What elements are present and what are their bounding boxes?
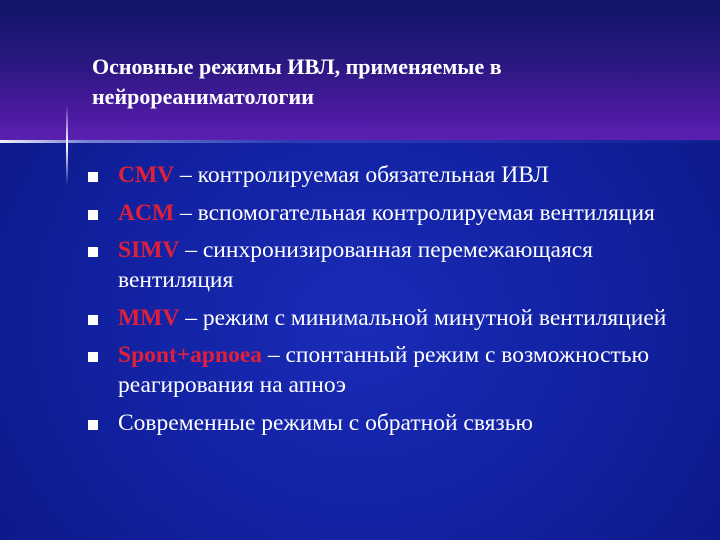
- bullet-item-cmv: [88, 160, 698, 190]
- mode-abbreviation: Spont+apnoea: [118, 342, 262, 368]
- square-bullet-icon: [88, 315, 98, 325]
- mode-description: – режим с минимальной минутной вентиляцией: [179, 304, 667, 331]
- mode-abbreviation: ACM: [118, 199, 175, 226]
- square-bullet-icon: [88, 210, 98, 220]
- slide-title-line-1: Основные режимы ИВЛ, применяемые в: [92, 54, 502, 79]
- mode-description: – синхронизированная перемежающаяся вентиляция: [118, 237, 593, 293]
- mode-abbreviation: SIMV: [118, 237, 180, 263]
- mode-abbreviation: MMV: [118, 304, 180, 331]
- slide-title: [92, 52, 692, 112]
- mode-abbreviation: CMV: [118, 162, 175, 188]
- bullet-item-feedback-modes: [88, 408, 698, 438]
- bullet-item-mmv: [88, 303, 698, 333]
- slide-title-line-2: нейрореаниматологии: [92, 84, 314, 109]
- bullet-item-spont-apnoea: [88, 340, 698, 400]
- bullet-item-acm: [88, 198, 698, 228]
- square-bullet-icon: [88, 247, 98, 257]
- square-bullet-icon: [88, 172, 98, 182]
- bullet-list: [88, 160, 698, 445]
- header-divider: [0, 140, 720, 143]
- sparkle-decoration: [66, 105, 68, 185]
- square-bullet-icon: [88, 352, 98, 362]
- bullet-item-simv: [88, 235, 698, 295]
- mode-description: – контролируемая обязательная ИВЛ: [174, 162, 549, 188]
- square-bullet-icon: [88, 420, 98, 430]
- mode-description: – спонтанный режим с возможностью реагирования на апноэ: [118, 342, 650, 398]
- mode-description: – вспомогательная контролируемая вентиляция: [174, 199, 655, 226]
- mode-description: Современные режимы с обратной связью: [118, 409, 533, 436]
